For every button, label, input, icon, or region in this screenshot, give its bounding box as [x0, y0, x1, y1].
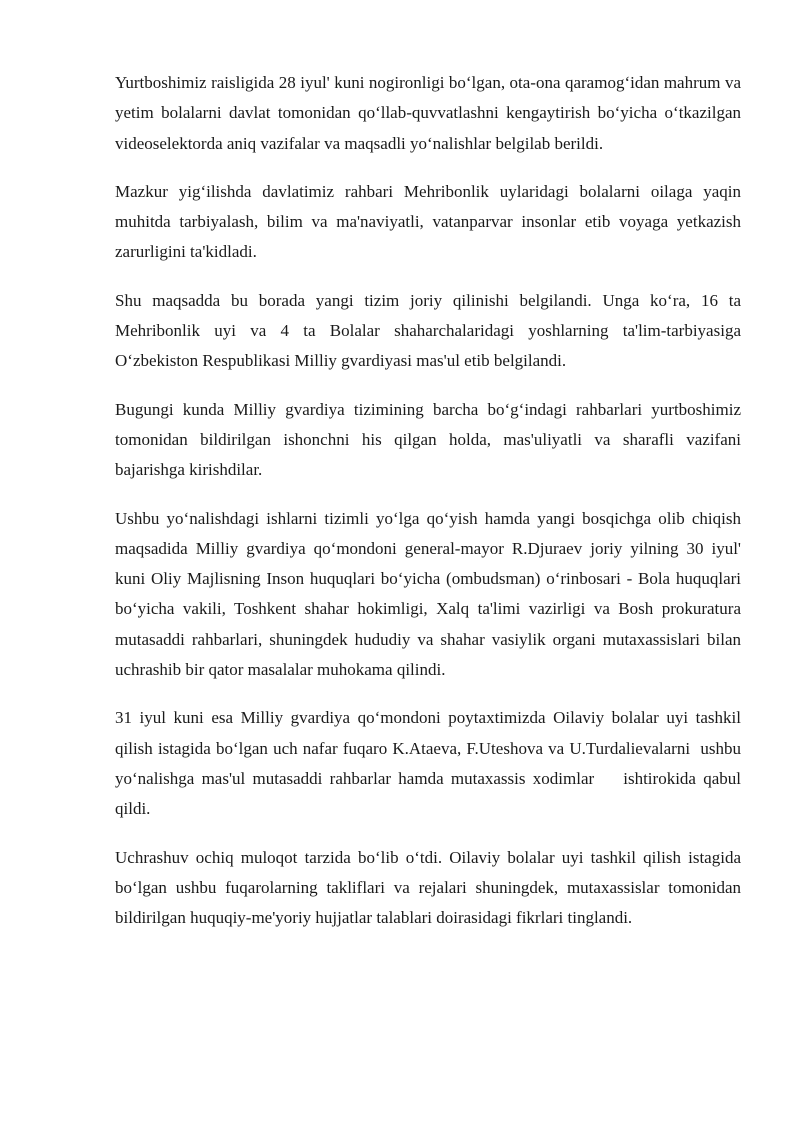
paragraph-5: Ushbu yo‘nalishdagi ishlarni tizimli yo‘lga qo‘yish hamda yangi bosqichga olib chiqish maqsadida Milliy gvardiya qo‘mondoni general-mayor R.Djuraev joriy yilning 30 iyul' kuni Oliy Majlisning Inson huquqlari bo‘yicha (ombudsman) o‘rinbosari - Bola huquqlari bo‘yicha vakili, Toshkent shahar hokimligi, Xalq ta'limi vazirligi va Bosh prokuratura mutasaddi rahbarlari, shuningdek hududiy va shahar vasiylik organi mutaxassislari bilan uchrashib bir qator masalalar muhokama qilindi. — [115, 508, 746, 680]
paragraph-3: Shu maqsadda bu borada yangi tizim joriy qilinishi belgilandi. Unga ko‘ra, 16 ta Mehribonlik uyi va 4 ta Bolalar shaharchalaridagi yoshlarning ta'lim-tarbiyasiga O‘zbekiston Respublikasi Milliy gvardiyasi mas'ul etib belgilandi. — [115, 290, 746, 371]
paragraph-2: Mazkur yig‘ilishda davlatimiz rahbari Mehribonlik uylaridagi bolalarni oilaga yaqin muhitda tarbiyalash, bilim va ma'naviyatli, vatanparvar insonlar etib voyaga yetkazish zarurligini ta'kidladi. — [115, 181, 746, 262]
paragraph-7: Uchrashuv ochiq muloqot tarzida bo‘lib o‘tdi. Oilaviy bolalar uyi tashkil qilish istagida bo‘lgan ushbu fuqarolarning takliflari va rejalari shuningdek, mutaxassislar tomonidan bildirilgan huquqiy-me'yoriy hujjatlar talablari doirasidagi fikrlari tinglandi. — [115, 847, 746, 928]
paragraph-1: Yurtboshimiz raisligida 28 iyul' kuni nogironligi bo‘lgan, ota-ona qaramog‘idan mahrum va yetim bolalarni davlat tomonidan qo‘llab-quvvatlashni kengaytirish bo‘yicha o‘tkazilgan videoselektorda aniq vazifalar va maqsadli yo‘nalishlar belgilab berildi. — [115, 73, 746, 153]
paragraph-6: 31 iyul kuni esa Milliy gvardiya qo‘mondoni poytaxtimizda Oilaviy bolalar uyi tashkil qilish istagida bo‘lgan uch nafar fuqaro K.Ataeva, F.Uteshova va U.Turdalievalarni ushbu yo‘nalishga mas'ul mutasaddi rahbarlar hamda mutaxassis xodimlar ishtirokida qabul qildi. — [115, 708, 746, 819]
document-page — [115, 68, 746, 951]
paragraph-4: Bugungi kunda Milliy gvardiya tizimining barcha bo‘g‘indagi rahbarlari yurtboshimiz tomonidan bildirilgan ishonchni his qilgan holda, mas'uliyatli va sharafli vazifani bajarishga kirishdilar. — [115, 399, 746, 480]
